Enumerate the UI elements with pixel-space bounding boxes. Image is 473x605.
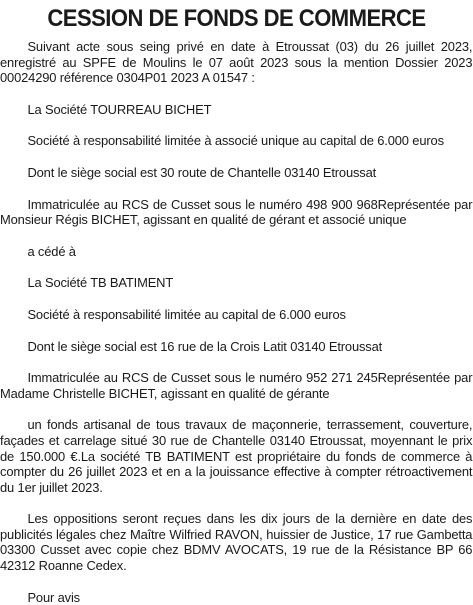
buyer-registered-office: Dont le siège social est 16 rue de la Crois Latit 03140 Etroussat: [27, 338, 383, 354]
buyer-company-form: Société à responsabilité limitée au capital de 6.000 euros: [27, 306, 346, 322]
paragraph-spacer: [0, 86, 473, 102]
paragraph-spacer: [0, 149, 473, 165]
seller-registration: Immatriculée au RCS de Cusset sous le numéro 498 900 968Représentée par Monsieur Régis BICHET, agissant en qualité de gérant et associé unique: [0, 196, 473, 228]
notice-title: CESSION DE FONDS DE COMMERCE: [47, 5, 426, 32]
transfer-statement: a cédé à: [27, 243, 76, 259]
seller-company-form: Société à responsabilité limitée à associé unique au capital de 6.000 euros: [27, 133, 444, 149]
paragraph-spacer: [0, 228, 473, 244]
paragraph-spacer: [0, 181, 473, 197]
paragraph-spacer: [0, 323, 473, 339]
paragraph-spacer: [0, 259, 473, 275]
closing-signoff: Pour avis: [27, 589, 80, 605]
seller-company-name: La Société TOURREAU BICHET: [27, 101, 212, 117]
paragraph-spacer: [0, 495, 473, 511]
oppositions-paragraph: Les oppositions seront reçues dans les dix jours de la dernière en date des publicités légales chez Maître Wilfried RAVON, huissier de Justice, 17 rue Gambetta 03300 Cusset avec copie chez BDMV AVOCATS, 19 rue de la Résistance BP 66 42312 Roanne Cedex.: [0, 511, 473, 574]
paragraph-spacer: [0, 291, 473, 307]
buyer-company-name: La Société TB BATIMENT: [27, 275, 174, 291]
buyer-registration: Immatriculée au RCS de Cusset sous le numéro 952 271 245Représentée par Madame Christelle BICHET, agissant en qualité de gérante: [0, 370, 473, 401]
business-description: un fonds artisanal de tous travaux de maçonnerie, terrassement, couverture, façades et carrelage situé 30 rue de Chantelle 03140 Etroussat, moyennant le prix de 150.000 €.La société TB BATIMENT est propriétaire du fonds de commerce à compter du 26 juillet 2023 et en a la jouissance effective à compter rétroactivement du 1er juillet 2023.: [0, 417, 473, 495]
seller-registered-office: Dont le siège social est 30 route de Chantelle 03140 Etroussat: [27, 164, 377, 180]
notice-intro-paragraph: Suivant acte sous seing privé en date à Etroussat (03) du 26 juillet 2023, enregistré au SPFE de Moulins le 07 août 2023 sous la mention Dossier 2023 00024290 référence 0304P01 2023 A 01547 :: [0, 39, 473, 86]
paragraph-spacer: [0, 354, 473, 370]
paragraph-spacer: [0, 117, 473, 133]
paragraph-spacer: [0, 574, 473, 590]
paragraph-spacer: [0, 401, 473, 417]
